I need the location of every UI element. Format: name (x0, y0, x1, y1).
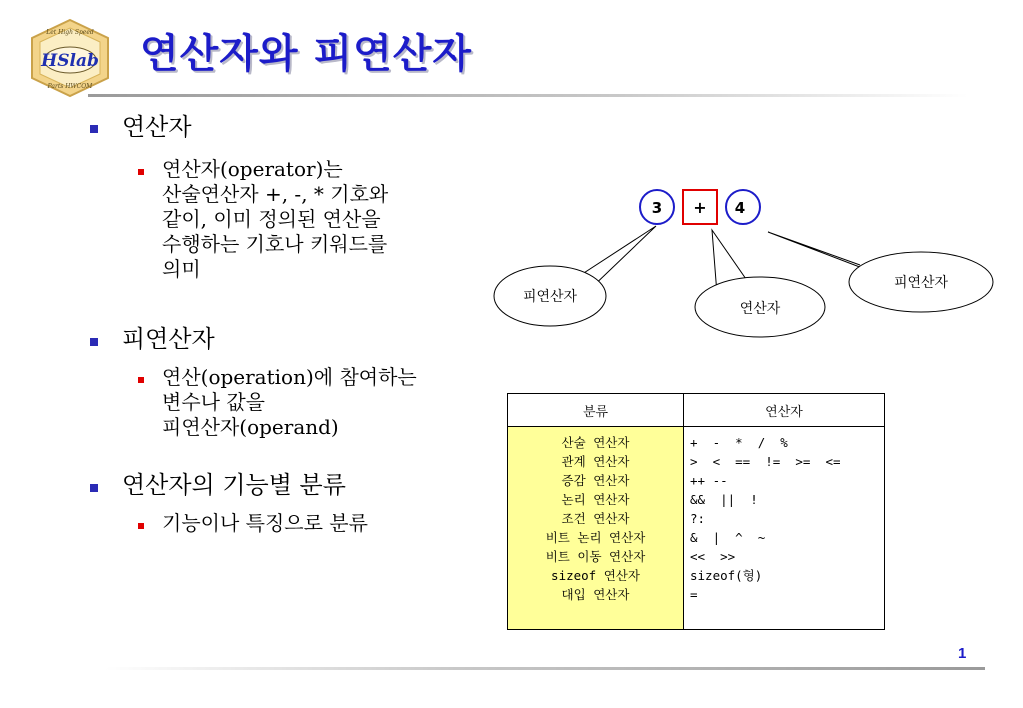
category-item: 논리 연산자 (561, 492, 630, 507)
operator-classification-table (507, 393, 885, 630)
callout-right-label: 피연산자 (893, 275, 949, 291)
operator-definition (162, 157, 388, 282)
operator-operand-diagram (490, 180, 1000, 340)
sub-bullet-icon (138, 523, 144, 529)
right-operand: 4 (734, 199, 746, 217)
page-number: 1 (958, 645, 967, 662)
text-line: 연산(operation)에 참여하는 (162, 365, 417, 389)
header-operators: 연산자 (684, 394, 885, 427)
operator-item: << >> (690, 549, 736, 564)
text-line: 연산자(operator)는 (162, 157, 343, 181)
table-row (508, 427, 885, 630)
operator-item: > < == != >= <= (690, 454, 841, 469)
title-divider (88, 94, 968, 97)
callout-middle-label: 연산자 (739, 301, 781, 317)
sub-bullet-icon (138, 169, 144, 175)
sub-bullet-icon (138, 377, 144, 383)
svg-text:Let High Speed: Let High Speed (46, 29, 94, 36)
operator-item: + - * / % (690, 435, 788, 450)
header-category: 분류 (508, 394, 684, 427)
bullet-operand: 피연산자 (122, 325, 215, 353)
text-line: 같이, 이미 정의된 연산을 (162, 207, 381, 231)
operator-item: ?: (690, 511, 706, 526)
text-line: 변수나 값을 (162, 390, 265, 414)
classification-detail (162, 511, 368, 536)
bullet-icon (90, 484, 98, 492)
category-item: 증감 연산자 (561, 473, 630, 488)
callout-left-label: 피연산자 (522, 289, 578, 305)
category-item: 관계 연산자 (561, 454, 630, 469)
category-cell (508, 427, 684, 630)
left-operand: 3 (651, 199, 663, 217)
text-line: 기능이나 특징으로 분류 (162, 511, 368, 535)
operator-item: ++ -- (690, 473, 728, 488)
bullet-operator: 연산자 (122, 113, 192, 141)
text-line: 의미 (162, 257, 201, 281)
category-item: 산술 연산자 (561, 435, 630, 450)
text-line: 피연산자(operand) (162, 415, 339, 439)
svg-text:Parts HWCOM: Parts HWCOM (47, 83, 93, 90)
operator-symbol: + (693, 198, 707, 217)
slide-title: 연산자와 피연산자 (140, 31, 473, 77)
category-item: 비트 이동 연산자 (545, 549, 646, 564)
text-line: 산술연산자 +, -, * 기호와 (162, 182, 389, 206)
operand-definition (162, 365, 417, 440)
category-item: 조건 연산자 (561, 511, 630, 526)
category-item: sizeof 연산자 (551, 568, 640, 583)
bullet-icon (90, 125, 98, 133)
bullet-classification: 연산자의 기능별 분류 (122, 471, 346, 499)
text-line: 수행하는 기호나 키워드를 (162, 232, 388, 256)
logo-text: HSlab (41, 51, 99, 71)
operator-item: && || ! (690, 492, 758, 507)
footer-divider (105, 667, 985, 670)
hslab-logo (22, 18, 118, 98)
operator-item: & | ^ ~ (690, 530, 766, 545)
table-header-row (508, 394, 885, 427)
category-item: 대입 연산자 (561, 587, 630, 602)
operator-item: = (690, 587, 698, 602)
operators-cell (684, 427, 885, 630)
bullet-icon (90, 338, 98, 346)
operator-item: sizeof(형) (690, 568, 763, 583)
category-item: 비트 논리 연산자 (545, 530, 646, 545)
